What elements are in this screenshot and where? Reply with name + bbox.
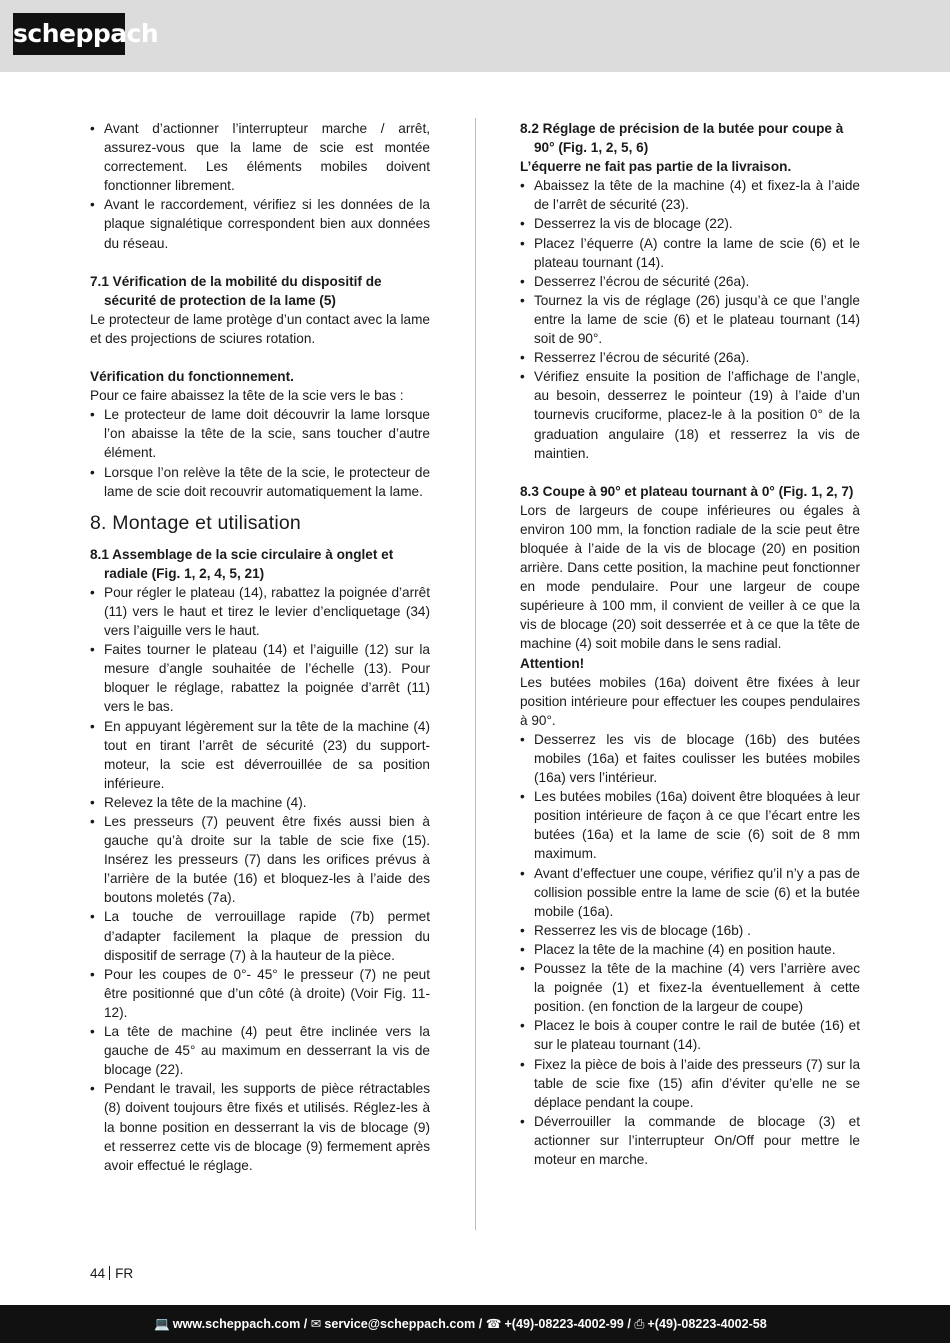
section-8-3-bullet-list (520, 730, 860, 1169)
list-item: • Tournez la vis de réglage (26) jusqu’à ce que l’angle entre la lame de scie (6) et le plateau tournant (14) soit de 90°. (520, 291, 860, 348)
list-item: • Placez la tête de la machine (4) en position haute. (520, 940, 860, 959)
phone-icon: ☎ (485, 1317, 502, 1331)
list-item: • Fixez la pièce de bois à l’aide des presseurs (7) sur la table de scie fixe (15) afin d’éviter qu’elle ne se déplace pendant la coupe. (520, 1055, 860, 1112)
list-item: • Desserrez l’écrou de sécurité (26a). (520, 272, 860, 291)
website-link[interactable]: www.scheppach.com (172, 1317, 301, 1331)
list-item: • Resserrez l’écrou de sécurité (26a). (520, 348, 860, 367)
section-8-3-heading: 8.3 Coupe à 90° et plateau tournant à 0° (Fig. 1, 2, 7) (520, 483, 854, 499)
list-item: • Abaissez la tête de la machine (4) et fixez-la à l’aide de l’arrêt de sécurité (23). (520, 176, 860, 214)
list-item: • Pour régler le plateau (14), rabattez la poignée d’arrêt (11) vers le haut et tirez le levier d’encliquetage (34) vers l’aiguille vers le haut. (90, 583, 430, 640)
list-item: • Le protecteur de lame doit découvrir la lame lorsque l’on abaisse la tête de la scie, sans toucher d’autre élément. (90, 405, 430, 462)
list-item: • Les presseurs (7) peuvent être fixés aussi bien à gauche qu’à droite sur la table de scie fixe (15). Insérez les presseurs (7) dans les orifices prévus à l’arrière de la butée (16) et bloquez-les à l’aide des boutons moletés (7a). (90, 812, 430, 907)
section-8-3-text: Lors de largeurs de coupe inférieures ou égales à environ 100 mm, la fonction radiale de la scie peut être bloquée à l’aide de la vis de blocage (20) en position arrière. Dans cette position, la machine peut fonctionner en mode pendulaire. Pour une largeur de coupe supérieure à 100 mm, il convient de veiller à ce que la vis de blocage (20) soit desserrée et à ce que la tête de machine (4) soit mobile dans le sens radial. (520, 502, 860, 652)
phone-number: +(49)-08223-4002-99 (504, 1317, 624, 1331)
intro-bullet-list (90, 119, 430, 253)
list-item: • Placez l’équerre (A) contre la lame de scie (6) et le plateau tournant (14). (520, 234, 860, 272)
fax-icon: ⎙ (634, 1317, 645, 1331)
list-item: • La tête de machine (4) peut être inclinée vers la gauche de 45° au maximum en desserrant la vis de blocage (22). (90, 1022, 430, 1079)
section-8-2-heading: 8.2 Réglage de précision de la butée pour coupe à 90° (Fig. 1, 2, 5, 6) (520, 121, 844, 156)
page-number-value: 44 (90, 1266, 106, 1281)
scheppach-logo: scheppach (13, 13, 125, 55)
list-item: • Placez le bois à couper contre le rail de butée (16) et sur le plateau tournant (14). (520, 1016, 860, 1054)
list-item: • En appuyant légèrement sur la tête de la machine (4) tout en tirant l’arrêt de sécurité (23) du support-moteur, la scie est déverrouillée de sa position inférieure. (90, 717, 430, 793)
section-8-1-heading: 8.1 Assemblage de la scie circulaire à onglet et radiale (Fig. 1, 2, 4, 5, 21) (90, 546, 394, 581)
left-column (90, 119, 430, 1175)
list-item: • La touche de verrouillage rapide (7b) permet d’adapter facilement la plaque de pression du dispositif de serrage (7) à la hauteur de la pièce. (90, 907, 430, 964)
list-item: • Déverrouiller la commande de blocage (3) et actionner sur l’interrupteur On/Off pour mettre le moteur en marche. (520, 1112, 860, 1169)
section-8-2-note: L’équerre ne fait pas partie de la livraison. (520, 159, 792, 175)
list-item: • Desserrez les vis de blocage (16b) des butées mobiles (16a) et faites coulisser les butées mobiles (16a) vers l’intérieur. (520, 730, 860, 787)
laptop-icon: 💻 (154, 1317, 170, 1331)
attention-text: Les butées mobiles (16a) doivent être fixées à leur position intérieure pour effectuer les coupes pendulaires à 90°. (520, 674, 860, 728)
function-check-intro: Pour ce faire abaissez la tête de la scie vers le bas : (90, 388, 404, 404)
page-number (90, 1265, 133, 1283)
separator: / (475, 1317, 486, 1331)
right-column (520, 119, 860, 1169)
header-bar (0, 0, 950, 72)
list-item: • Avant d’actionner l’interrupteur marche / arrêt, assurez-vous que la lame de scie est montée correctement. Les éléments mobiles doivent fonctionner librement. (90, 119, 430, 195)
list-item: • Poussez la tête de la machine (4) vers l’arrière avec la poignée (1) et fixez-la éventuellement à cette position. (en fonction de la largeur de coupe) (520, 959, 860, 1016)
function-check-bullet-list (90, 405, 430, 500)
page-language: FR (115, 1266, 134, 1281)
list-item: • Pour les coupes de 0°- 45° le presseur (7) ne peut être positionné que d’un côté (à droite) (Voir Fig. 11-12). (90, 965, 430, 1022)
list-item: • Relevez la tête de la machine (4). (90, 793, 430, 812)
section-7-1-text: Le protecteur de lame protège d’un contact avec la lame et des projections de sciures rotation. (90, 311, 430, 346)
list-item: • Vérifiez ensuite la position de l’affichage de l’angle, au besoin, desserrez le pointeur (19) à l’aide d’un tournevis cruciforme, placez-le à la position 0° de la graduation angulaire (18) et resserrez la vis de maintien. (520, 367, 860, 462)
contact-bar (0, 1305, 950, 1343)
section-8-1-bullet-list (90, 583, 430, 1175)
separator: / (623, 1317, 635, 1331)
list-item: • Lorsque l’on relève la tête de la scie, le protecteur de lame de scie doit recouvrir automatiquement la lame. (90, 463, 430, 501)
list-item: • Les butées mobiles (16a) doivent être bloquées à leur position intérieure de façon à ce que l’écart entre les butées (16a) et la lame de scie (6) soit de 8 mm maximum. (520, 787, 860, 863)
list-item: • Pendant le travail, les supports de pièce rétractables (8) doivent toujours être fixés et utilisés. Réglez-les à la bonne position en desserrant la vis de blocage (9) et resserrez cette vis de blocage (9) fermement après avoir effectué le réglage. (90, 1079, 430, 1174)
function-check-heading: Vérification du fonctionnement. (90, 369, 294, 385)
list-item: • Resserrez les vis de blocage (16b) . (520, 921, 860, 940)
list-item: • Avant le raccordement, vérifiez si les données de la plaque signalétique correspondent bien aux données du réseau. (90, 195, 430, 252)
section-8-heading: 8. Montage et utilisation (90, 511, 301, 534)
fax-number: +(49)-08223-4002-58 (647, 1317, 767, 1331)
separator: / (300, 1317, 311, 1331)
list-item: • Faites tourner le plateau (14) et l’aiguille (12) sur la mesure d’angle souhaitée de l’échelle (13). Pour bloquer le réglage, rabattez la poignée d’arrêt (11) vers le bas. (90, 640, 430, 716)
list-item: • Avant d’effectuer une coupe, vérifiez qu’il n’y a pas de collision possible entre la lame de scie (6) et la butée mobile (16a). (520, 864, 860, 921)
column-divider (475, 118, 476, 1230)
section-8-2-bullet-list (520, 176, 860, 462)
mail-icon: ✉ (310, 1317, 322, 1331)
section-7-1-heading: 7.1 Vérification de la mobilité du dispositif de sécurité de protection de la lame (5) (90, 273, 382, 308)
attention-label: Attention! (520, 655, 585, 671)
email-link[interactable]: service@scheppach.com (324, 1317, 476, 1331)
list-item: • Desserrez la vis de blocage (22). (520, 214, 860, 233)
